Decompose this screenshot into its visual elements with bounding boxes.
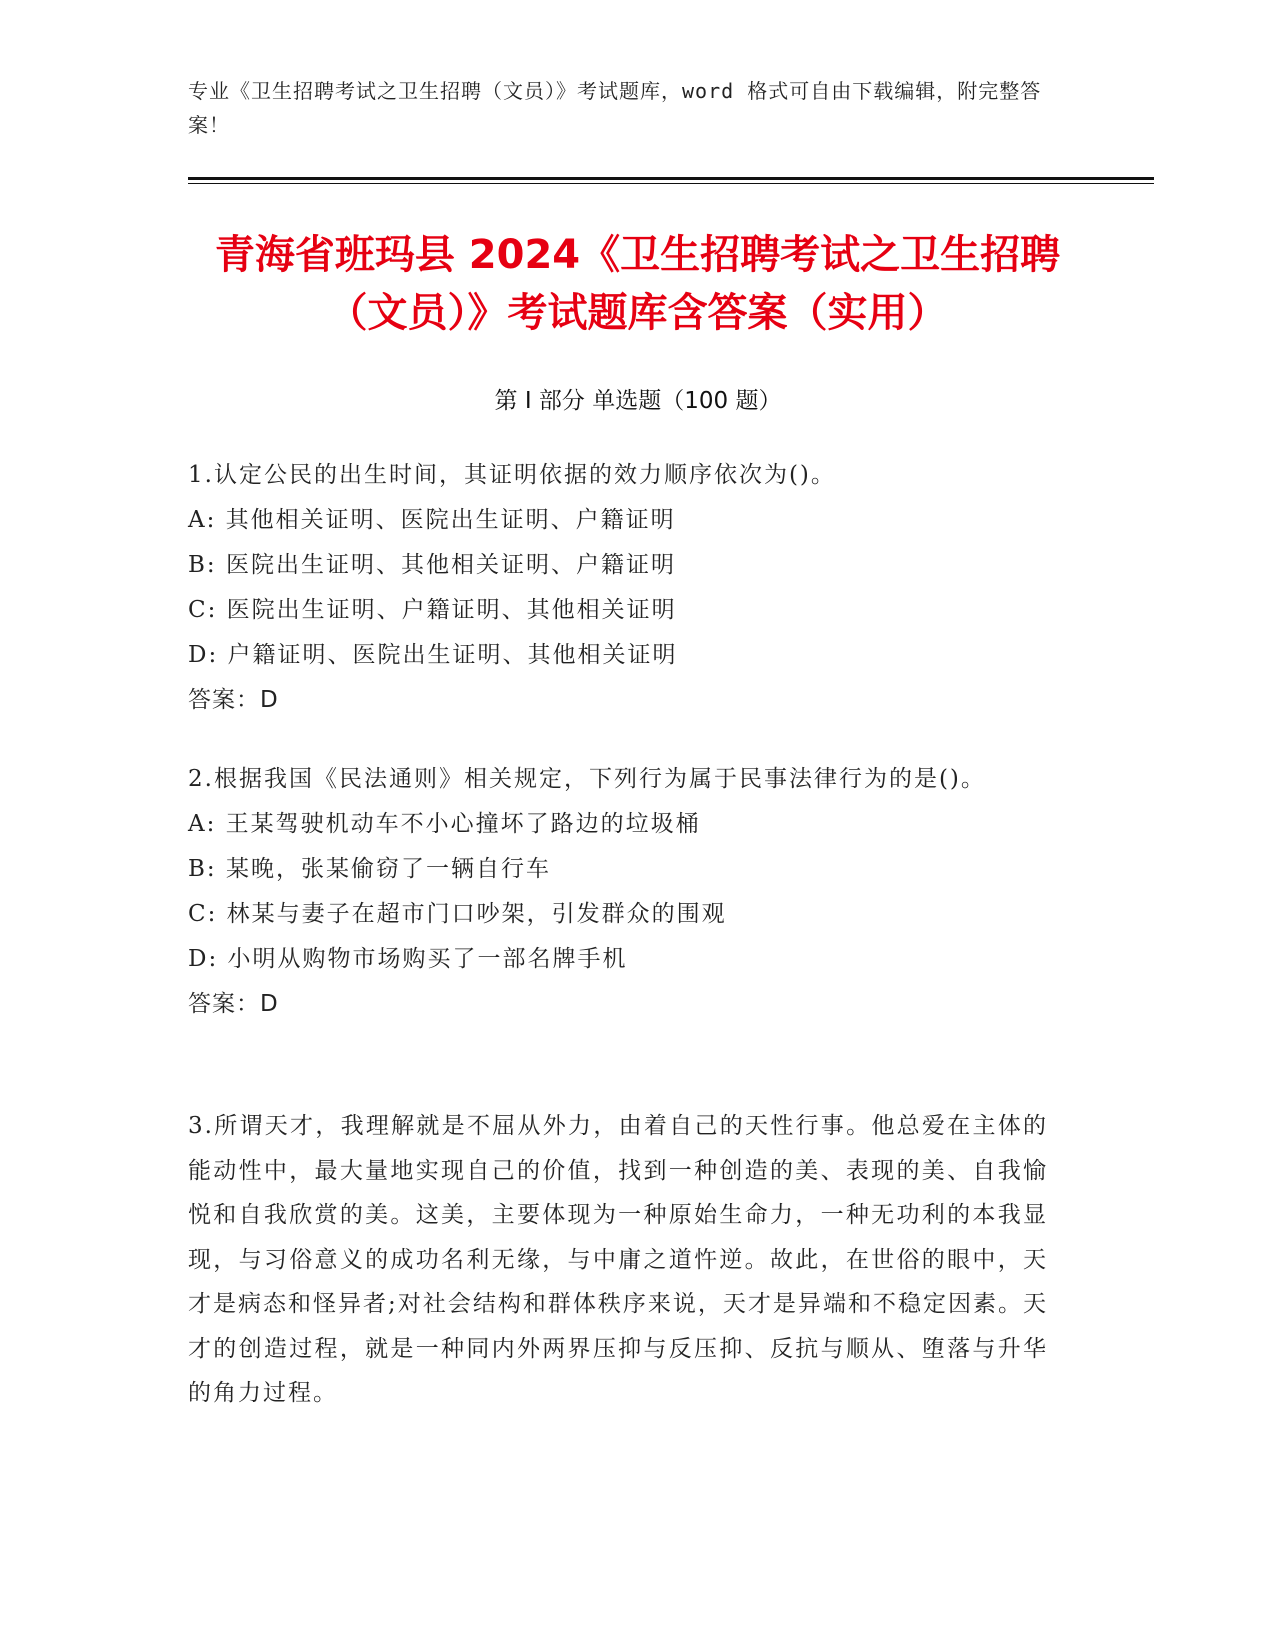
question-3 (188, 1104, 1048, 1416)
question-1 (188, 453, 1088, 723)
question-stem: 3.所谓天才，我理解就是不屈从外力，由着自己的天性行事。他总爱在主体的能动性中，最大量地实现自己的价值，找到一种创造的美、表现的美、自我愉悦和自我欣赏的美。这美，主要体现为一种原始生命力，一种无功利的本我显现，与习俗意义的成功名利无缘，与中庸之道忤逆。故此，在世俗的眼中，天才是病态和怪异者;对社会结构和群体秩序来说，天才是异端和不稳定因素。天才的创造过程，就是一种同内外两界压抑与反压抑、反抗与顺从、堕落与升华的角力过程。 (188, 1113, 1048, 1406)
option-a: A: 王某驾驶机动车不小心撞坏了路边的垃圾桶 (188, 811, 701, 837)
document-title: 青海省班玛县 2024《卫生招聘考试之卫生招聘（文员）》考试题库含答案（实用） (214, 232, 1061, 336)
answer-line: 答案：D (188, 991, 279, 1017)
option-c: C: 林某与妻子在超市门口吵架，引发群众的围观 (188, 901, 727, 927)
header-note: 专业《卫生招聘考试之卫生招聘（文员）》考试题库，word 格式可自由下载编辑，附完整答案！ (188, 79, 1042, 137)
option-c: C: 医院出生证明、户籍证明、其他相关证明 (188, 597, 677, 623)
option-d: D: 小明从购物市场购买了一部名牌手机 (188, 946, 628, 972)
answer-line: 答案：D (188, 687, 279, 713)
question-stem: 1.认定公民的出生时间，其证明依据的效力顺序依次为()。 (188, 462, 836, 488)
option-a: A: 其他相关证明、医院出生证明、户籍证明 (188, 507, 676, 533)
question-2 (188, 757, 1088, 1027)
section-heading: 第 I 部分 单选题（100 题） (494, 388, 782, 414)
header-divider-thin (188, 183, 1154, 184)
option-b: B: 某晚，张某偷窃了一辆自行车 (188, 856, 551, 882)
question-stem: 2.根据我国《民法通则》相关规定，下列行为属于民事法律行为的是()。 (188, 766, 986, 792)
option-d: D: 户籍证明、医院出生证明、其他相关证明 (188, 642, 678, 668)
header-divider-thick (188, 177, 1154, 180)
option-b: B: 医院出生证明、其他相关证明、户籍证明 (188, 552, 676, 578)
